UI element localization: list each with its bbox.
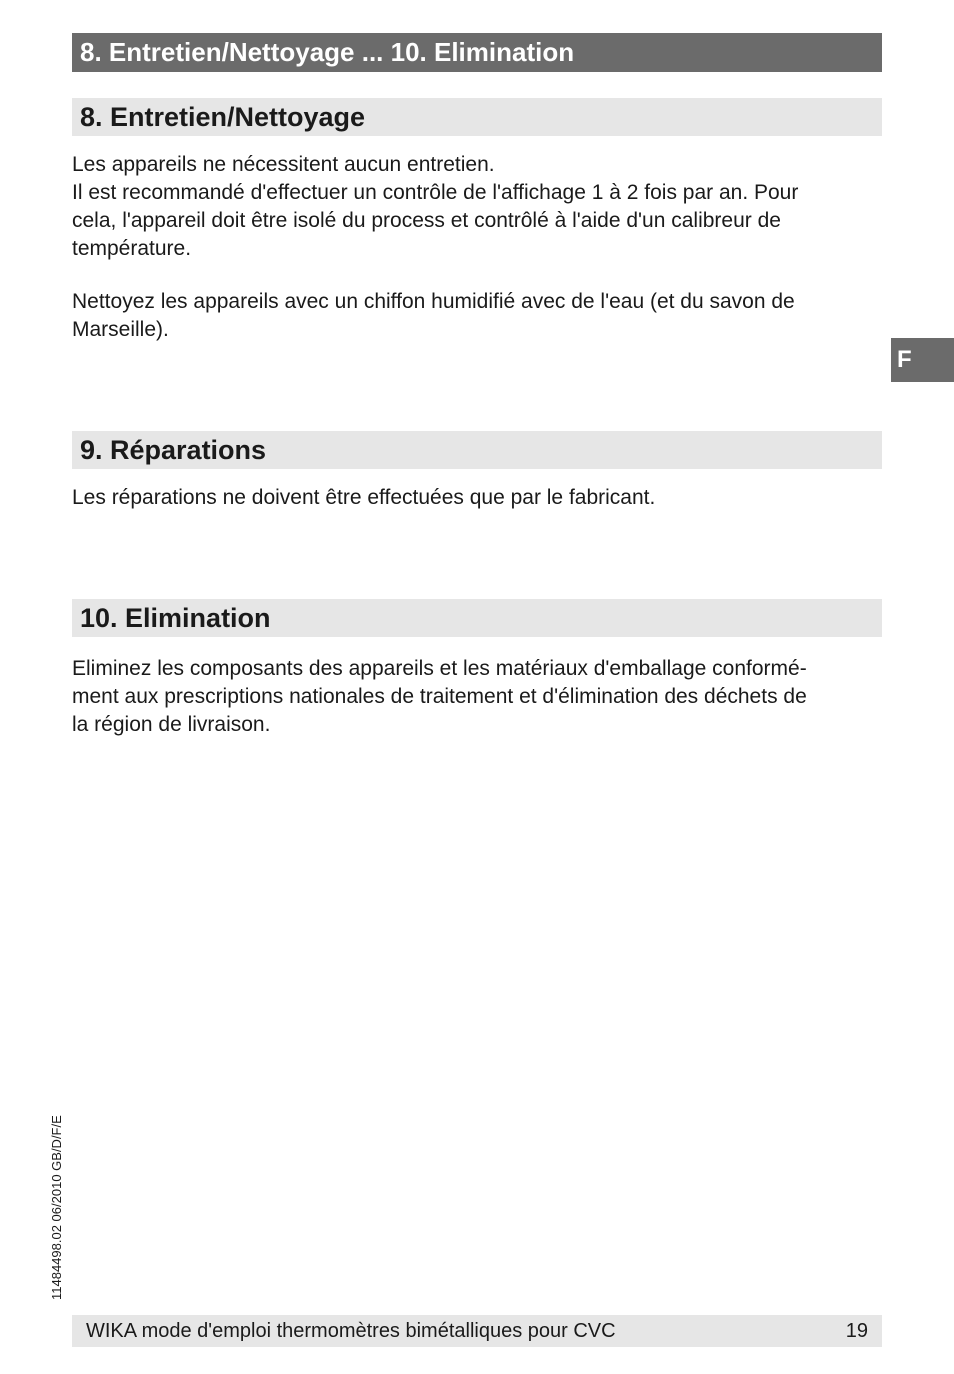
section-heading-repairs: 9. Réparations — [72, 431, 882, 469]
language-tab: F — [891, 338, 954, 382]
text-line: Nettoyez les appareils avec un chiffon humidifié avec de l'eau (et du savon de — [72, 290, 795, 313]
text-line: Eliminez les composants des appareils et les matériaux d'emballage conformé- — [72, 657, 807, 680]
footer-title: WIKA mode d'emploi thermomètres bimétalliques pour CVC — [86, 1320, 616, 1342]
text-line: Il est recommandé d'effectuer un contrôle de l'affichage 1 à 2 fois par an. Pour — [72, 181, 799, 204]
text-line: Les réparations ne doivent être effectuées que par le fabricant. — [72, 486, 656, 509]
repairs-paragraph — [72, 484, 882, 512]
page-header: 8. Entretien/Nettoyage ... 10. Elimination — [72, 33, 882, 72]
text-line: la région de livraison. — [72, 713, 271, 736]
page-number: 19 — [845, 1320, 868, 1342]
maintenance-paragraph-2 — [72, 288, 882, 344]
maintenance-paragraph-1 — [72, 151, 882, 263]
disposal-paragraph — [72, 655, 882, 739]
text-line: Les appareils ne nécessitent aucun entretien. — [72, 153, 495, 176]
page-footer — [72, 1315, 882, 1347]
section-heading-disposal: 10. Elimination — [72, 599, 882, 637]
text-line: Marseille). — [72, 318, 169, 341]
text-line: cela, l'appareil doit être isolé du process et contrôlé à l'aide d'un calibreur de — [72, 209, 781, 232]
text-line: température. — [72, 237, 192, 260]
document-code: 11484498.02 06/2010 GB/D/F/E — [49, 1115, 64, 1300]
section-heading-maintenance: 8. Entretien/Nettoyage — [72, 98, 882, 136]
text-line: ment aux prescriptions nationales de traitement et d'élimination des déchets de — [72, 685, 807, 708]
